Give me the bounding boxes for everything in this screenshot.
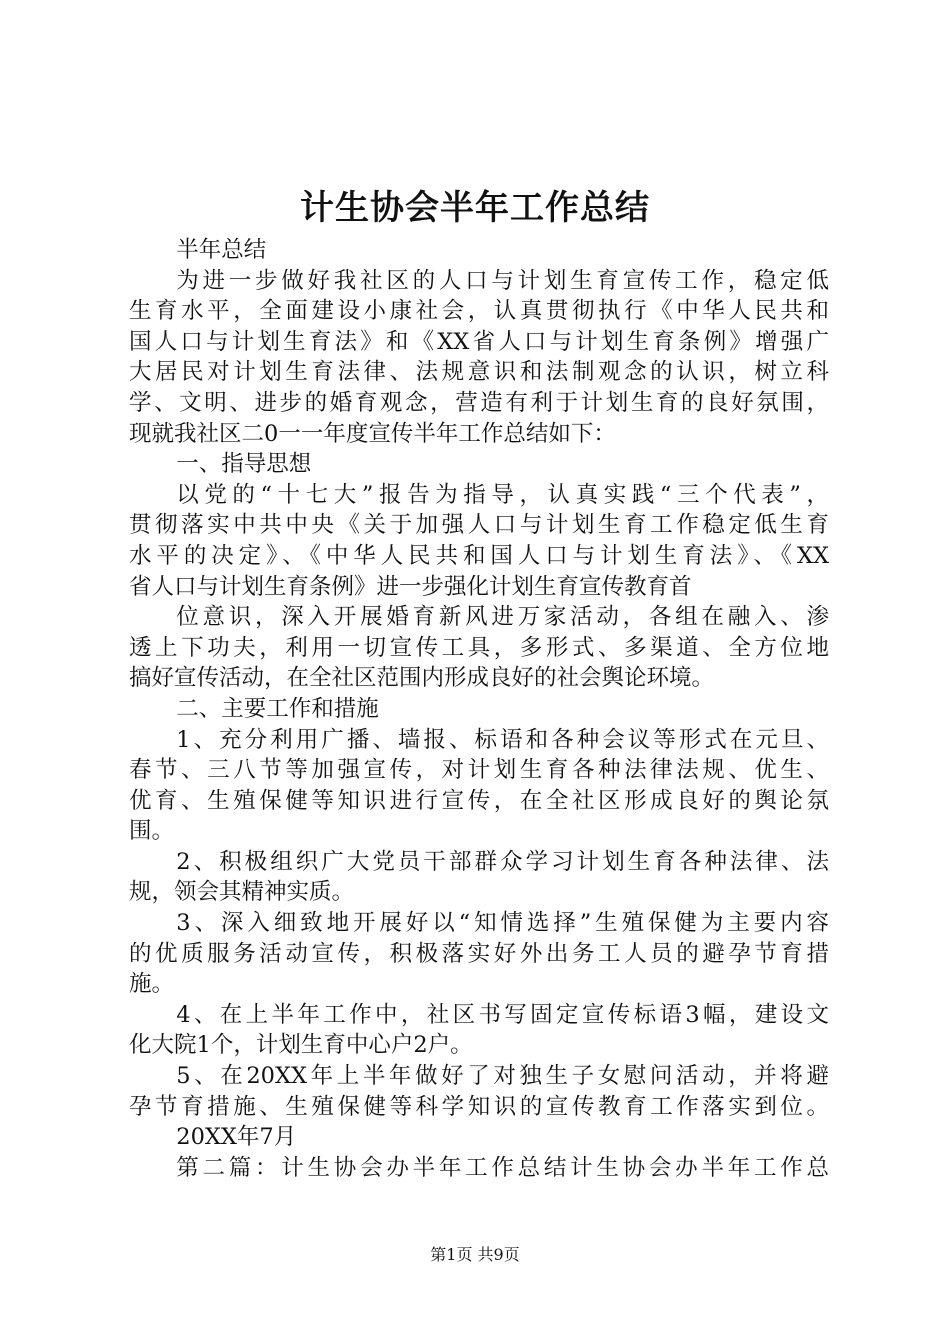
body-text-line: 透上下功夫，利用一切宣传工具，多形式、多渠道、全方位地 [129, 634, 829, 661]
body-text-line: 学、文明、进步的婚育观念，营造有利于计划生育的良好氛围， [129, 389, 829, 416]
body-text-line: 规，领会其精神实质。 [129, 879, 355, 906]
body-text-line: 贯彻落实中共中央《关于加强人口与计划生育工作稳定低生育 [129, 512, 829, 539]
body-text-line: 施。 [129, 971, 175, 998]
body-text-line: 国人口与计划生育法》和《XX省人口与计划生育条例》增强广 [129, 328, 829, 355]
body-text-line: 第二篇：计生协会办半年工作总结计生协会办半年工作总 [176, 1154, 829, 1181]
body-text-line: 省人口与计划生育条例》进一步强化计划生育宣传教育首 [129, 573, 692, 600]
body-text-line: 4、在上半年工作中，社区书写固定宣传标语3幅，建设文 [176, 1001, 829, 1028]
body-text-line: 的优质服务活动宣传，积极落实好外出务工人员的避孕节育措 [129, 940, 829, 967]
body-text-line: 水平的决定》、《中华人民共和国人口与计划生育法》、《XX [129, 542, 829, 569]
body-text-line: 5、在20XX年上半年做好了对独生子女慰问活动，并将避 [176, 1063, 829, 1090]
body-text-line: 优育、生殖保健等知识进行宣传，在全社区形成良好的舆论氛 [129, 787, 829, 814]
body-text-line: 半年总结 [176, 237, 267, 263]
body-text-line: 生育水平，全面建设小康社会，认真贯彻执行《中华人民共和 [129, 298, 829, 325]
body-text-line: 1、充分利用广播、墙报、标语和各种会议等形式在元旦、 [176, 726, 829, 753]
body-text-line: 搞好宣传活动，在全社区范围内形成良好的社会舆论环境。 [129, 665, 715, 692]
body-text-line: 二、主要工作和措施 [176, 695, 379, 722]
body-text-line: 围。 [129, 818, 175, 845]
body-text-line: 3、深入细致地开展好以“知情选择”生殖保健为主要内容 [176, 910, 829, 937]
document-title: 计生协会半年工作总结 [300, 188, 650, 228]
body-text-line: 以党的“十七大”报告为指导，认真实践“三个代表”， [176, 481, 829, 508]
body-text-line: 春节、三八节等加强宣传，对计划生育各种法律法规、优生、 [129, 757, 829, 784]
body-text-line: 一、指导思想 [176, 451, 312, 478]
body-text-line: 大居民对计划生育法律、法规意识和法制观念的认识，树立科 [129, 359, 829, 386]
body-text-line: 位意识，深入开展婚育新风进万家活动，各组在融入、渗 [176, 604, 829, 631]
page-number: 第1页 共9页 [430, 1245, 520, 1264]
document-body [129, 235, 829, 1183]
body-text-line: 现就我社区二0一一年度宣传半年工作总结如下： [129, 420, 616, 447]
body-text-line: 化大院1个，计划生育中心户2户。 [129, 1032, 473, 1059]
body-text-line: 20XX年7月 [176, 1124, 297, 1151]
body-text-line: 2、积极组织广大党员干部群众学习计划生育各种法律、法 [176, 848, 829, 875]
body-text-line: 为进一步做好我社区的人口与计划生育宣传工作，稳定低 [176, 267, 829, 294]
body-text-line: 孕节育措施、生殖保健等科学知识的宣传教育工作落实到位。 [129, 1093, 829, 1120]
